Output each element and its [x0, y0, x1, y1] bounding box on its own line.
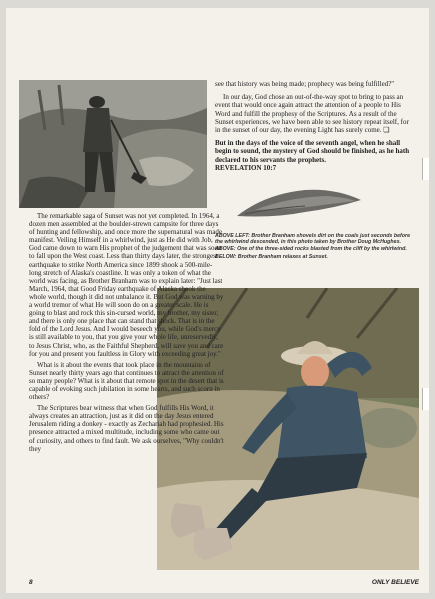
binding-hole — [422, 388, 429, 410]
photo-shoveling — [19, 80, 207, 208]
paragraph: What is it about the events that took place in the mountains of Sunset nearly thirty years ago that continues to attract the attention of so many people? What is it about that remote spot in the desert that is capable of evoking such jubilation in some hearts, and such scorn in others? — [29, 360, 224, 402]
paragraph: The Scriptures bear witness that when God fulfills His Word, it always creates an attraction, just as it did on the day Jesus entered Jerusalem riding a donkey - exactly as Zechariah had prophesied. His presence attracted a mixed multitude, including some who came out of curiosity, and others to find fault. We ask ourselves, "Why couldn't they — [29, 404, 224, 453]
publication-name: ONLY BELIEVE — [371, 579, 419, 586]
paragraph: The remarkable saga of Sunset was not yet completed. In 1964, a dozen men assembled at the boulder-strewn campsite for three days of hunting and fellowship, and once more the supernatural was made manifest. Veiling Himself in a whirlwind, just as He did with Job, God came down to warn His prophet of the judgement that was soon to fall upon the West coast. Less than thirty days later, the strongest earthquake to strike North America since 1899 shook a 500-mile-long stretch of Alaska's coastline. It was only a token of what the world was facing, as Brother Branham was to explain later: "Just last March, 1964, that Good Friday earthquake of Alaska shook the whole world, though it did not unbalance it. But God was warning by a world tremor of what He will soon do on a greater scale. He is going to blast and rock this sin-cursed world, my brother, my sister, and there is only one place that can stand that shock. That is in the fold of the Lord Jesus. And I would beseech you, while God's mercy is still available to you, that you give your whole life, unreservedly, to Jesus Christ, who, as the Faithful Shepherd, will save you and care for you and present you faultless in Glory with exceeding great joy." — [29, 212, 224, 358]
right-column-text — [215, 80, 413, 177]
photo-captions — [215, 233, 413, 261]
caption-below: BELOW: Brother Branham relaxes at Sunset. — [215, 253, 328, 260]
paragraph: In our day, God chose an out-of-the-way spot to bring to pass an event that would once again attract the attention of a people to His Word and fulfill the prophesy of the Scriptures. As a result of the Sunset experiences, we have been able to see history repeat itself, for in the sunset of our day, the evening Light has surely come. ❑ — [215, 93, 409, 135]
left-column-text — [29, 212, 224, 456]
shoveling-scene — [19, 80, 207, 208]
caption-above-left: ABOVE LEFT: Brother Branham shovels dirt on the coals just seconds before the whirlwind descended, in this photo taken by Brother Doug McHughes. — [215, 233, 411, 246]
caption-above: ABOVE: One of the three-sided rocks blasted from the cliff by the whirlwind. — [215, 246, 407, 253]
binding-hole — [422, 158, 429, 180]
scripture-reference: REVELATION 10:7 — [215, 163, 277, 172]
scripture-quote: But in the days of the voice of the seventh angel, when he shall begin to sound, the mystery of God should be finished, as he hath declared to his servants the prophets. — [215, 139, 410, 164]
rock-image — [235, 186, 363, 222]
continued-paragraph: see that history was being made; prophecy was being fulfilled?" — [215, 80, 395, 88]
page-number: 8 — [29, 579, 33, 586]
photo-three-sided-rock — [235, 186, 363, 222]
